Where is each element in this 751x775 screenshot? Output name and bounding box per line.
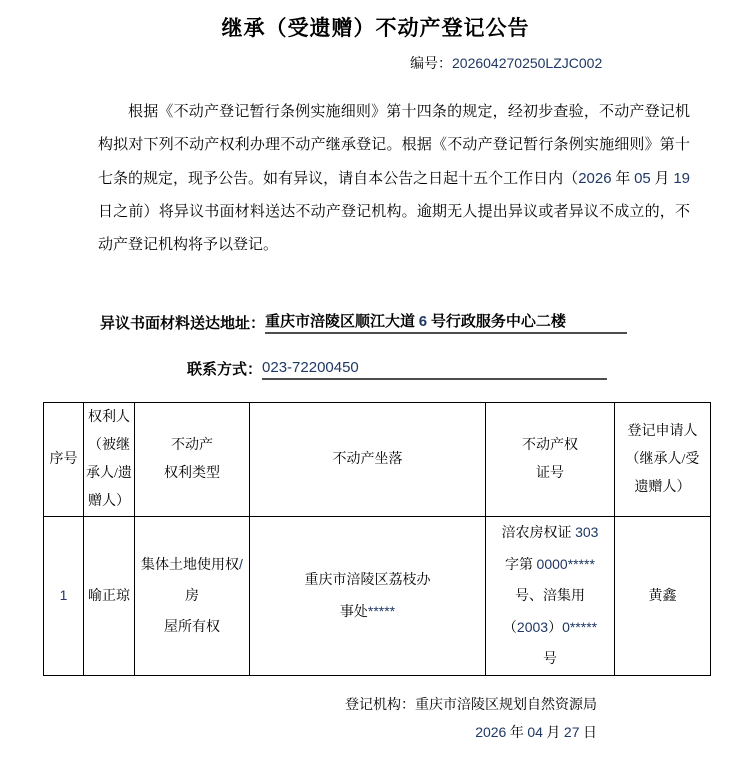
cell-rights-holder [84,517,135,676]
contact-phone-value [262,358,607,380]
year-unit: 年 [611,171,635,187]
type-line2: 屋所有权 [164,620,220,635]
cert-text-4: ） [548,621,563,636]
type-slash: / [239,556,243,572]
paragraph-part-1: 根据《不动产登记暂行条例实施细则》第十四条的规定，经初步查验，不动产登记机构拟对下列不动产权利办理不动产继承登记。根据《不动产登记暂行条例实施细则》第十七条的规定，现予公告。如有异议，请自本公告之日起十五个工作日内（ [98,104,690,187]
location-masked: ***** [367,602,396,619]
contact-line [187,358,751,380]
header-holder-line4: 赠人） [88,493,130,509]
header-location [250,403,486,517]
contact-label: 联系方式： [187,362,263,378]
issue-day: 27 [563,724,580,740]
type-line1 [137,549,247,612]
holder-name: 喻正琼 [88,588,130,604]
deadline-month: 05 [634,170,651,187]
applicant-name: 黄鑫 [648,588,677,604]
type-text-1: 集体土地使用权 [141,558,240,573]
header-cert-number [486,403,615,517]
deadline-year: 2026 [578,170,612,187]
month-unit: 月 [650,171,674,187]
issue-month-unit: 月 [542,726,564,741]
header-seq-line: 序号 [49,451,78,467]
document-number-label: 编号： [410,57,452,72]
header-applicant-line1: 登记申请人 [627,423,698,439]
address-text-pre: 重庆市涪陵区顺江大道 [265,314,419,330]
footer [0,692,597,747]
issue-year-unit: 年 [506,726,528,741]
header-applicant-line2: （继承人/受 [625,451,700,467]
cell-applicant [615,517,711,676]
cert-line5: 号 [543,652,557,667]
header-type-line2: 权利类型 [164,465,220,481]
registration-agency-line: 登记机构：重庆市涪陵区规划自然资源局 [345,698,597,713]
location-text: 事处 [339,604,368,620]
cell-seq [44,517,84,676]
cert-text-1: 涪农房权证 [501,526,576,541]
header-cert-line1: 不动产权 [522,437,578,453]
deadline-day: 19 [673,170,690,187]
cert-num-3: 2003 [516,619,549,635]
cert-num-4: 0***** [562,619,598,635]
cert-num-2: 0000***** [536,556,595,572]
issue-date-line [0,719,597,747]
cert-num-1: 303 [575,524,599,540]
paragraph-part-2: 日之前）将异议书面材料送达不动产登记机构。逾期无人提出异议或者异议不成立的，不动产登记机构将予以登记。 [98,204,690,253]
header-applicant [615,403,711,517]
cert-text-3: （ [502,621,517,636]
header-cert-line2: 证号 [536,465,564,481]
objection-address-label: 异议书面材料送达地址： [100,316,266,332]
header-type-line1: 不动产 [171,437,213,453]
notice-paragraph [98,96,690,262]
issue-year: 2026 [475,724,507,740]
issue-month: 04 [527,724,543,740]
cert-text-2: 字第 [505,558,537,573]
table-header-row [44,403,711,517]
header-holder-line2: （被继 [88,437,130,453]
header-holder-line3: 承人/遗 [86,465,132,481]
page-title: 继承（受遗赠）不动产登记公告 [221,16,530,40]
issue-day-unit: 日 [579,726,597,741]
header-location-line: 不动产坐落 [332,451,403,467]
address-text-post: 号行政服务中心二楼 [427,314,566,330]
cell-right-type [135,517,250,676]
cert-line4 [488,612,612,644]
address-street-number: 6 [418,313,428,330]
document-number-value: 202604270250LZJC002 [452,55,603,71]
header-rights-holder [84,403,135,517]
header-right-type [135,403,250,517]
cert-line2 [488,549,612,581]
cell-cert-number [486,517,615,676]
location-line2 [252,596,483,628]
objection-address-value [265,312,627,334]
cert-line3: 号、涪集用 [515,589,585,604]
type-text-2: 房 [185,589,199,604]
location-line1: 重庆市涪陵区荔枝办 [304,572,431,588]
table-row [44,517,711,676]
header-seq [44,403,84,517]
document-number-line [410,54,751,74]
cert-line1 [488,517,612,549]
cell-location [250,517,486,676]
header-applicant-line3: 遗赠人） [634,479,691,495]
seq-value: 1 [59,587,68,603]
registration-table [43,402,711,676]
objection-address-line [100,312,751,334]
header-holder-line1: 权利人 [88,409,130,425]
phone-number: 023-72200450 [262,359,359,376]
